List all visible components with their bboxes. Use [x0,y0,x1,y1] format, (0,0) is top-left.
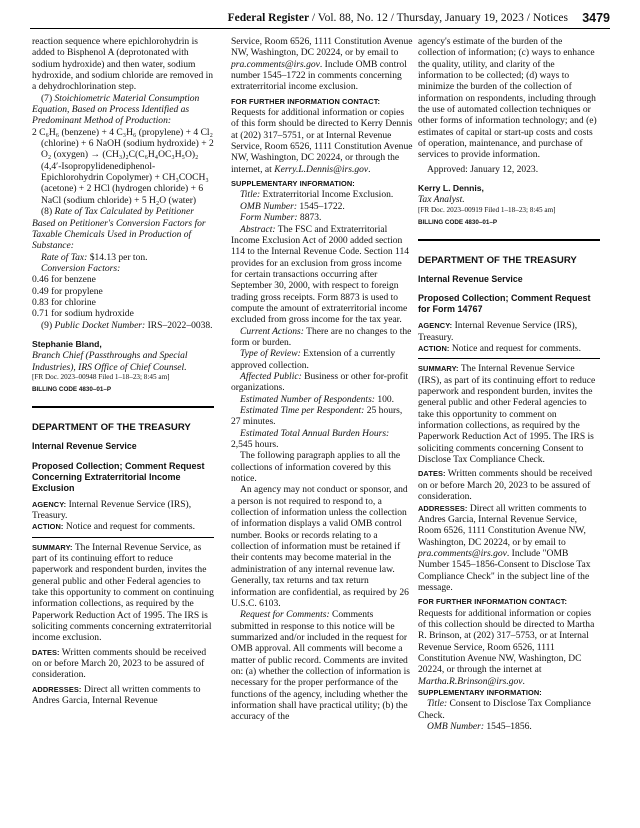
divider [32,537,214,538]
abstract-field: Abstract: The FSC and Extraterritorial Income Exclusion Act of 2000 added section 114 to the Internal Revenue Code. Section 114 provides for an exclusion from gross income for certain transactions occurring after September 30, 2000, with respect to foreign trading gross receipts. Form 8873 is used to compute the amount of extraterritorial income excluded from gross income for the tax year. [231,223,409,326]
section-divider [418,239,600,241]
affected-public-field: Affected Public: Business or other for-profit organizations. [231,370,409,394]
fr-doc-line: [FR Doc. 2023–00919 Filed 1–18–23; 8:45 am] [418,205,556,214]
dates-field: DATES: Written comments should be received on or before March 20, 2023 to be assured of consideration. [418,468,593,503]
journal-name: Federal Register [227,12,310,24]
billing-code: BILLING CODE 4830–01–P [32,386,112,394]
signer-name: Kerry L. Dennis, [418,183,484,194]
omb-field: OMB Number: 1545–1856. [427,721,532,733]
time-per-respondent-field: Estimated Time per Respondent: 25 hours, 27 minutes. [231,405,403,428]
fr-doc-line: [FR Doc. 2023–00948 Filed 1–18–23; 8:45 am] [32,372,170,381]
further-info-text: Requests for additional information or copies of this collection should be directed to Martha R. Brinson, at (202) 317–5753, or at Internal Revenue Service, Room 6526, 1111 Constitution Avenue NW, Washington, DC 20224, or through the internet at Martha.R.Brinson@irs.gov. [418,607,595,687]
signer-title: Branch Chief (Passthroughs and Special Industries), IRS Office of Chief Counsel. [32,350,188,373]
agency-heading: Internal Revenue Service [32,441,137,452]
rate-of-tax: Rate of Tax: $14.13 per ton. [41,251,148,263]
billing-code: BILLING CODE 4830–01–P [418,219,498,227]
agency-heading: Internal Revenue Service [418,274,523,284]
paragraph: agency's estimate of the burden of the collection of information; (c) ways to enhance the quality, utility, and clarity of the information to be collected; (d) ways to minimize the burden of the collection of information on respondents, including through the use of automated collection techniques or other forms of information technology; and (e) estimates of capital or start-up costs and costs of operation, maintenance, and purchase of services to provide information. [418,36,597,161]
email-link[interactable]: pra.comments@irs.gov [231,58,320,70]
notice-title: Proposed Collection; Comment Request Concerning Extraterritorial Income Exclusion [32,460,205,493]
title-field: Title: Extraterritorial Income Exclusion. [240,189,394,201]
paragraph: reaction sequence where epichlorohydrin is added to Bisphenol A (deprotonated with sodium hydroxide) and then water, sodium hydroxide, and sodium chloride are removed in a dehydrochlorination step. [32,36,214,93]
dates-field: DATES: Written comments should be received on or before March 20, 2023 to be assured of consideration. [32,646,207,681]
email-link[interactable]: Martha.R.Brinson@irs.gov [418,675,523,687]
section-9: (9) Public Docket Number: IRS–2022–0038. [41,319,213,331]
further-info-text: Requests for additional information or copies of this form should be directed to Kerry Dennis at (202) 317–5751, or at Internal Revenue Service, Room 6526, 1111 Constitution Avenue NW, Washington, DC 20224, or through the internet, at Kerry.L.Dennis@irs.gov. [231,107,413,175]
supplementary-label: SUPPLEMENTARY INFORMATION: [231,179,355,189]
agency-field: AGENCY: Internal Revenue Service (IRS), Treasury. [418,320,578,343]
section-8: (8) Rate of Tax Calculated by Petitioner Based on Petitioner's Conversion Factors for Taxable Chemicals Used in Production of Substance: [32,206,206,252]
summary-field: SUMMARY: The Internal Revenue Service (IRS), as part of its continuing effort to reduce paperwork and respondent burden, invites the general public and other Federal agencies to take this opportunity to comment on information collections, as required by the Paperwork Reduction Act of 1995. The IRS is soliciting comments concerning Consent to Disclose Tax Compliance Check. [418,363,596,466]
paragraph: Service, Room 6526, 1111 Constitution Avenue NW, Washington, DC 20224, or by email to pra.comments@irs.gov. Include OMB control number 1545–1722 in comments concerning extraterritorial income exclusion. [231,36,413,93]
approved-date: Approved: January 12, 2023. [427,163,539,175]
paragraph: An agency may not conduct or sponsor, and a person is not required to respond to, a collection of information unless the collection of information displays a valid OMB control number. Books or records relating to a collection of information must be retained if their contents may become material in the administration of any internal revenue law. Generally, tax returns and tax return information are confidential, as required by 26 U.S.C. 6103. [231,484,409,609]
further-info-label: FOR FURTHER INFORMATION CONTACT: [418,597,568,607]
title-field: Title: Consent to Disclose Tax Compliance Check. [418,698,591,721]
paragraph: The following paragraph applies to all the collections of information covered by this notice. [231,450,401,485]
header-text [228,12,568,24]
request-for-comments: Request for Comments: Comments submitted in response to this notice will be summarized and/or included in the request for OMB approval. All comments will become a matter of public record. Comments are invited on: (a) whether the collection of information is necessary for the proper performance of the functions of the agency, including whether the information shall have practical utility; (b) the accuracy of the [231,609,410,723]
stoichiometric-equation: 2 C₆H₆ (benzene) + 4 C₃H₆ (propylene) + 4 Cl₂ (chlorine) + 6 NaOH (sodium hydroxide) + 2 O₂ (oxygen) → (CH₃)₂C(C₆H₄OC₃H₅O)₂ (4,4′-Isopropylidenediphenol-Epichlorohydrin Copolymer) + CH₃COCH₃ (acetone) + 2 HCl (hydrogen chloride) + 6 NaCl (sodium chloride) + 5 H₂O (water) [32,126,214,206]
supplementary-label: SUPPLEMENTARY INFORMATION: [418,688,542,697]
signer-title: Tax Analyst. [418,194,465,206]
notice-title: Proposed Collection; Comment Request for Form 14767 [418,293,591,315]
current-actions-field: Current Actions: There are no changes to the form or burden. [231,325,412,348]
issue-info: / Vol. 88, No. 12 / Thursday, January 19, 2023 / Notices [309,12,568,24]
factor-item: 0.49 for propylene [32,285,103,297]
factor-item: 0.83 for chlorine [32,296,96,308]
addresses-field: ADDRESSES: Direct all written comments to Andres Garcia, Internal Revenue Service, Room 6526, 1111 Constitution Avenue NW, Washington, DC 20224, or by email to pra.comments@irs.gov. Include "OMB Number 1545–1856-Consent to Disclose Tax Compliance Check" in the subject line of the message. [418,502,591,593]
email-link[interactable]: Kerry.L.Dennis@irs.gov [274,163,369,175]
omb-field: OMB Number: 1545–1722. [240,200,345,212]
department-heading: DEPARTMENT OF THE TREASURY [418,254,577,266]
action-field: ACTION: Notice and request for comments. [418,343,581,355]
column-1 [32,36,214,706]
signer-name: Stephanie Bland, [32,338,102,349]
section-7: (7) Stoichiometric Material Consumption Equation, Based on Process Identified as Predominant Method of Production: [32,92,200,127]
agency-field: AGENCY: Internal Revenue Service (IRS), Treasury. [32,498,192,521]
department-heading: DEPARTMENT OF THE TREASURY [32,421,191,433]
action-field: ACTION: Notice and request for comments. [32,521,195,533]
column-2 [231,36,413,723]
form-field: Form Number: 8873. [240,212,322,224]
further-info-label: FOR FURTHER INFORMATION CONTACT: [231,96,381,106]
addresses-field: ADDRESSES: Direct all written comments to Andres Garcia, Internal Revenue [32,683,201,706]
type-of-review-field: Type of Review: Extension of a currently approved collection. [231,348,396,371]
conversion-factors-label: Conversion Factors: [41,262,121,274]
column-3 [418,36,600,732]
email-link[interactable]: pra.comments@irs.gov [418,547,507,559]
burden-hours-field: Estimated Total Annual Burden Hours: 2,545 hours. [231,427,390,451]
divider [418,358,600,359]
respondents-field: Estimated Number of Respondents: 100. [240,393,395,405]
section-divider [32,406,214,408]
factor-item: 0.71 for sodium hydroxide [32,308,134,320]
factor-item: 0.46 for benzene [32,274,96,286]
running-header [30,10,610,29]
page-number: 3479 [582,11,610,25]
summary-field: SUMMARY: The Internal Revenue Service, as part of its continuing effort to reduce paperwork and respondent burden, invites the general public and other Federal agencies to take this opportunity to comment on continuing information collections, as required by the Paperwork Reduction Act of 1995. The IRS is soliciting comments concerning extraterritorial income exclusion. [32,541,214,644]
